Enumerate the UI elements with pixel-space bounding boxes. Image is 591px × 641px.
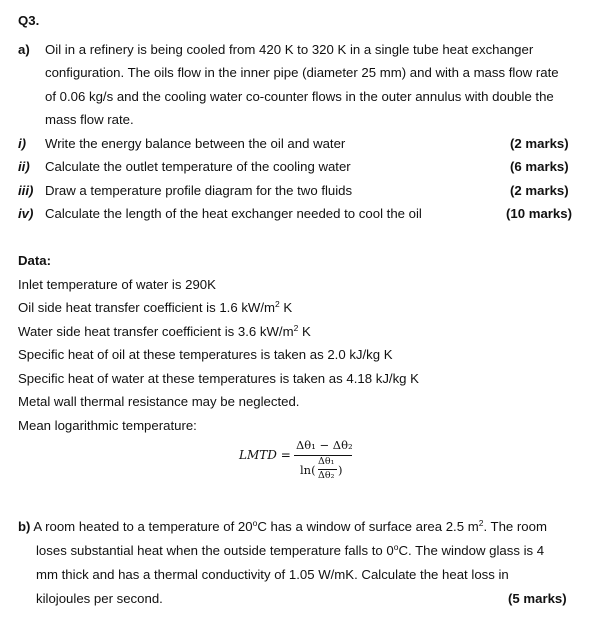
question-number: Q3. bbox=[18, 13, 40, 28]
data-line-7: Mean logarithmic temperature: bbox=[18, 418, 197, 433]
part-a-line-1: Oil in a refinery is being cooled from 420 K to 320 K in a single tube heat exchanger bbox=[45, 42, 534, 57]
formula-numerator: Δθ₁ − Δθ₂ bbox=[296, 438, 353, 452]
part-b-line-2: loses substantial heat when the outside temperature falls to 0$^o$C. The window glass is 4 bbox=[36, 542, 545, 558]
formula-close-paren: ) bbox=[338, 463, 343, 477]
data-heading: Data: bbox=[18, 253, 51, 268]
part-b-line-4: kilojoules per second. bbox=[36, 591, 163, 606]
data-line-2: Oil side heat transfer coefficient is 1.6 $kW/m^2$ K bbox=[18, 299, 293, 315]
part-b-line-1: b) A room heated to a temperature of 20$^o$C has a window of surface area 2.5 $m^2$. The room bbox=[18, 518, 547, 534]
formula-inner-denominator: Δθ₂ bbox=[318, 470, 335, 481]
lmtd-formula bbox=[236, 438, 366, 490]
data-line-3: Water side heat transfer coefficient is 3.6 $kW/m^2$ K bbox=[18, 323, 311, 339]
part-a-line-4: mass flow rate. bbox=[45, 112, 134, 127]
data-line-6: Metal wall thermal resistance may be neglected. bbox=[18, 394, 300, 409]
formula-ln: ln( bbox=[300, 463, 316, 477]
data-line-1: Inlet temperature of water is 290K bbox=[18, 277, 216, 292]
part-b-line-3: mm thick and has a thermal conductivity of 1.05 W/mK. Calculate the heat loss in bbox=[36, 567, 509, 582]
formula-lhs: LMTD = bbox=[239, 448, 291, 462]
part-b-marks: (5 marks) bbox=[508, 591, 567, 606]
subpart-iv-marks: (10 marks) bbox=[506, 206, 572, 221]
data-line-5: Specific heat of water at these temperatures is taken as 4.18 kJ/kg K bbox=[18, 371, 419, 386]
subpart-i-label: i) bbox=[18, 136, 27, 151]
subpart-iii-text: Draw a temperature profile diagram for the two fluids bbox=[45, 183, 353, 198]
subpart-iv-label: iv) bbox=[18, 206, 34, 221]
subpart-i-text: Write the energy balance between the oil and water bbox=[45, 136, 346, 151]
subpart-iii-label: iii) bbox=[18, 183, 34, 198]
subpart-iv-text: Calculate the length of the heat exchanger needed to cool the oil bbox=[45, 206, 422, 221]
subpart-ii-marks: (6 marks) bbox=[510, 159, 569, 174]
formula-inner-numerator: Δθ₁ bbox=[318, 456, 335, 467]
part-a-line-3: of 0.06 kg/s and the cooling water co-counter flows in the outer annulus with double the bbox=[45, 89, 554, 104]
subpart-ii-label: ii) bbox=[18, 159, 30, 174]
subpart-iii-marks: (2 marks) bbox=[510, 183, 569, 198]
part-a-line-2: configuration. The oils flow in the inner pipe (diameter 25 mm) and with a mass flow rate bbox=[45, 65, 559, 80]
subpart-i-marks: (2 marks) bbox=[510, 136, 569, 151]
part-a-label: a) bbox=[18, 42, 30, 57]
subpart-ii-text: Calculate the outlet temperature of the cooling water bbox=[45, 159, 351, 174]
data-line-4: Specific heat of oil at these temperatures is taken as 2.0 kJ/kg K bbox=[18, 347, 393, 362]
